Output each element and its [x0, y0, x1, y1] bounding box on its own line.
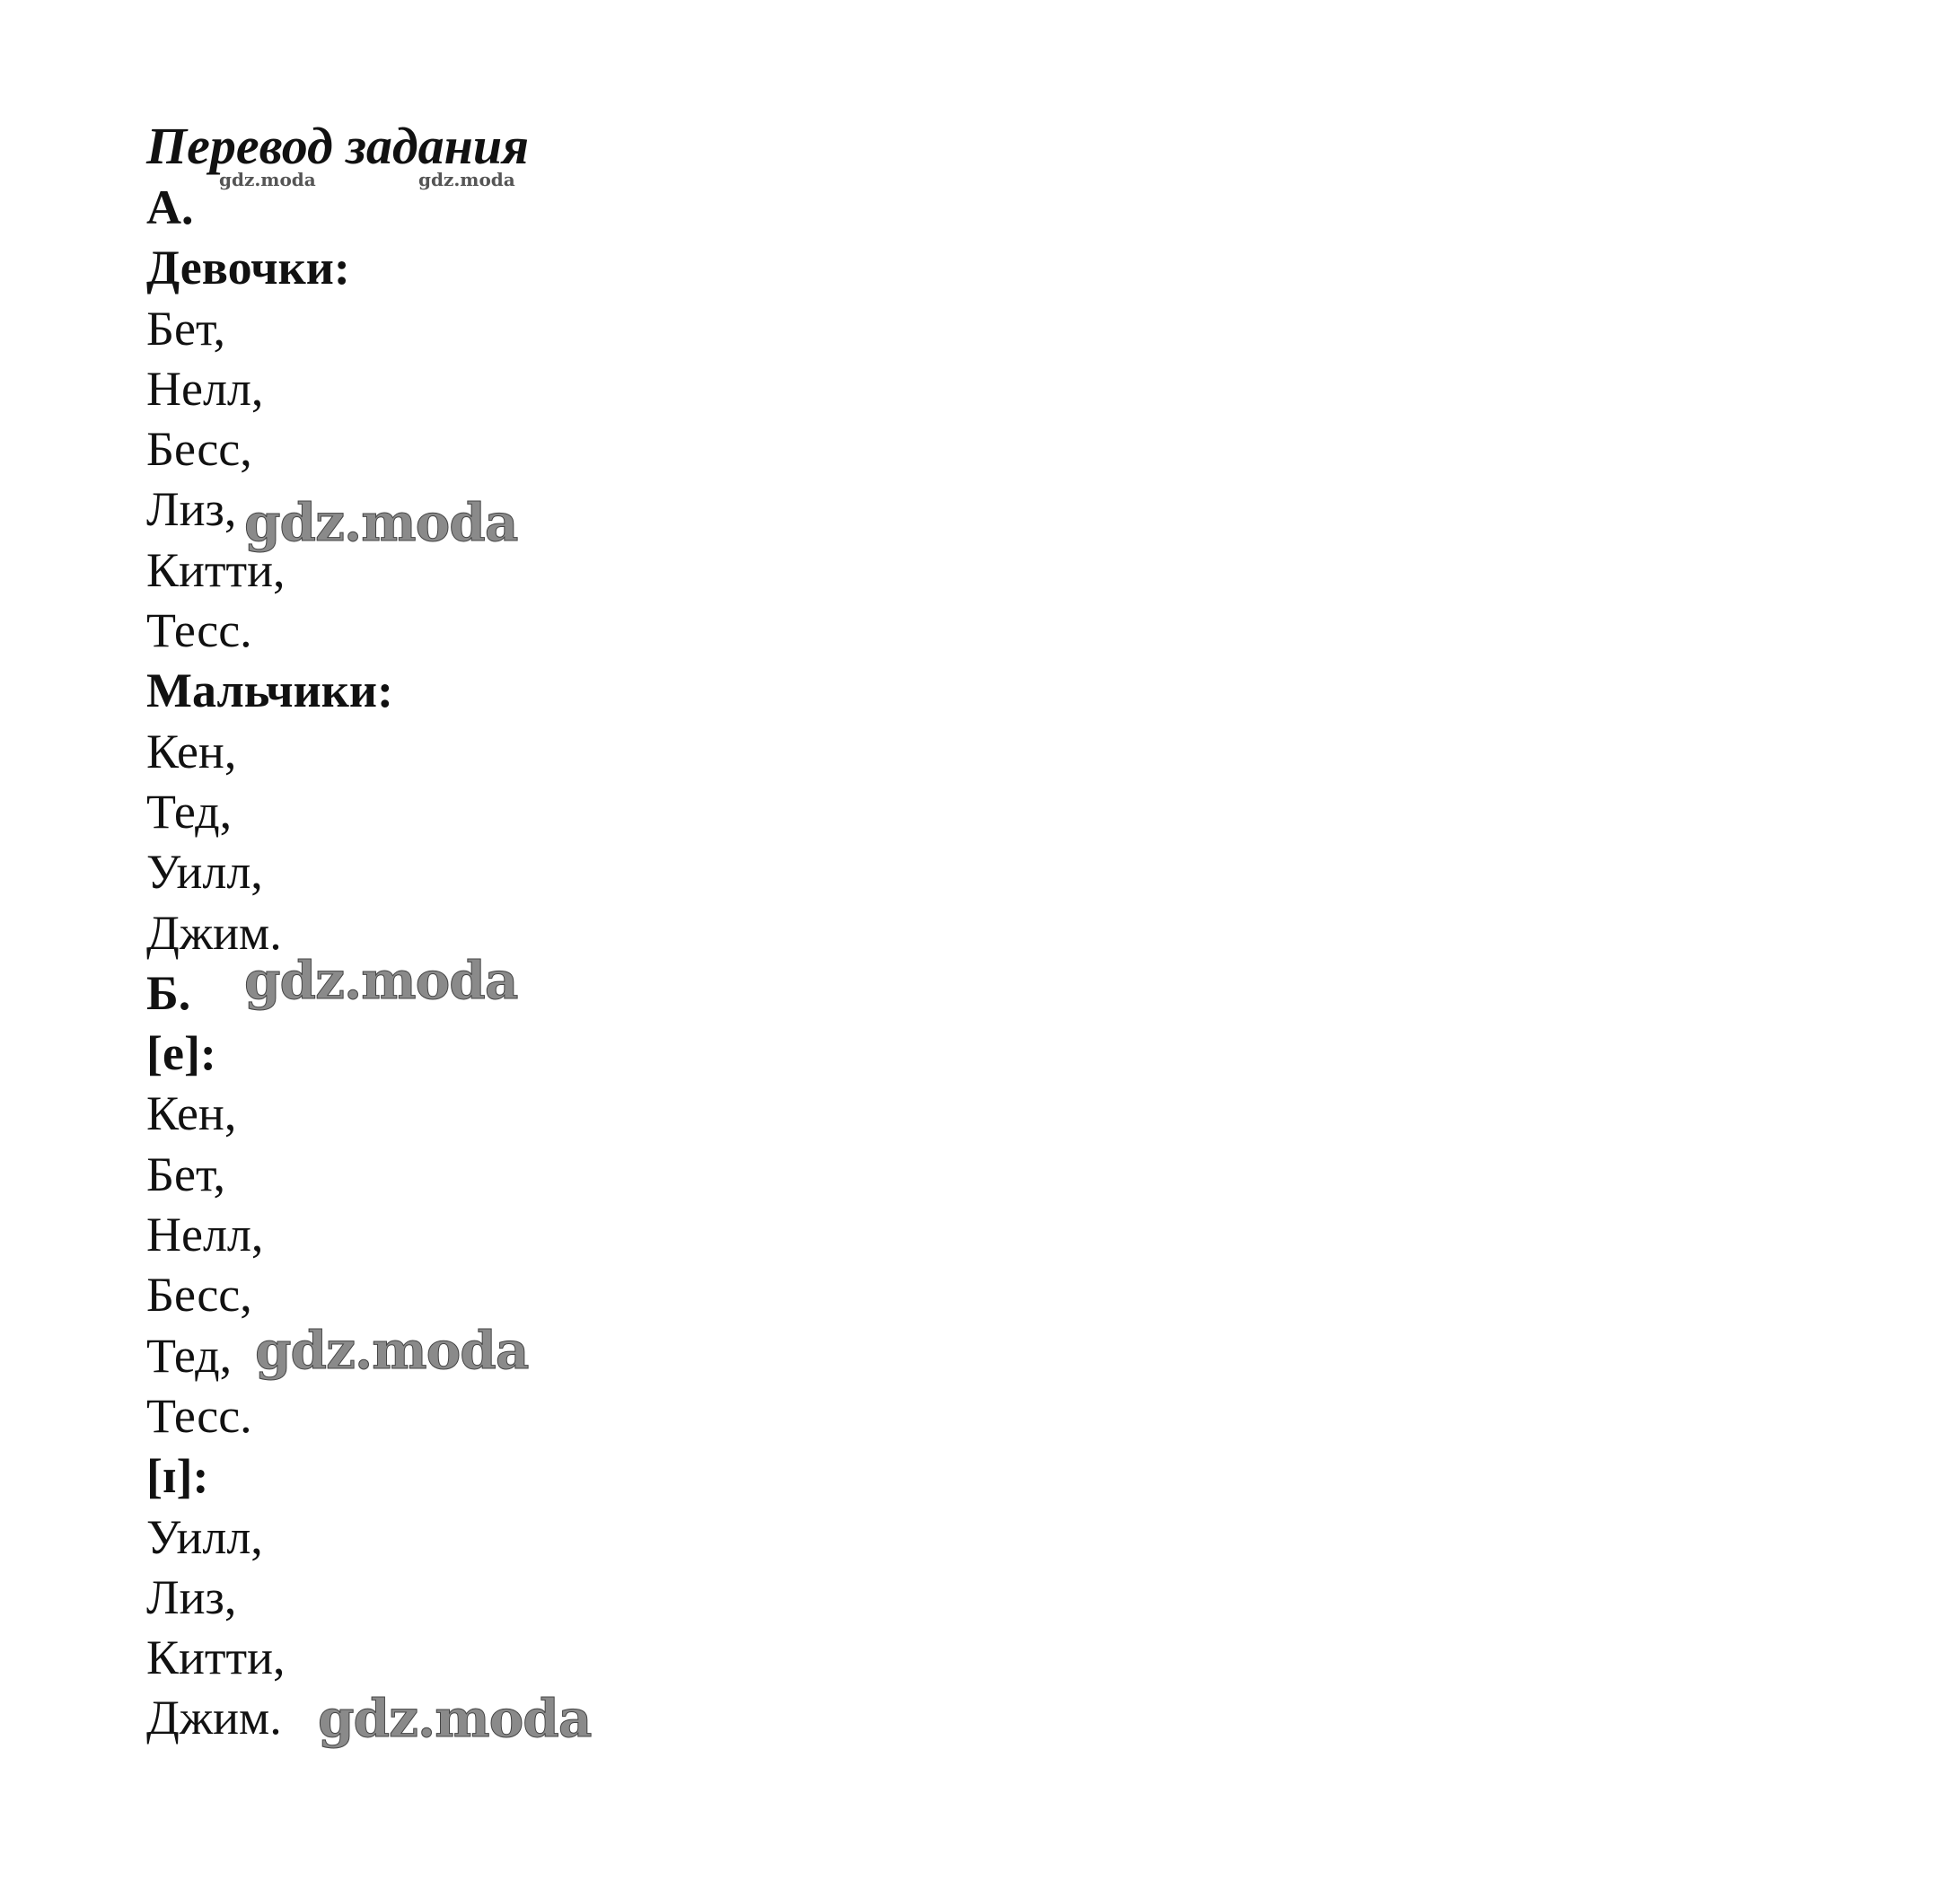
list-item: Джим.: [146, 905, 282, 960]
list-item: Тесс.: [146, 603, 252, 658]
list-item: Бет,: [146, 1147, 226, 1201]
list-item: Уилл,: [146, 1509, 263, 1564]
list-item: Уилл,: [146, 845, 263, 900]
list-item: Джим.: [146, 1691, 282, 1745]
watermark-small-2: gdz.moda: [418, 169, 515, 190]
document-title: Перевод задания: [146, 117, 529, 175]
list-item: Бесс,: [146, 422, 252, 477]
document-body: [146, 115, 529, 1749]
list-item: Лиз,: [146, 482, 237, 537]
list-item: Тед,: [146, 1328, 233, 1383]
section-heading: Б.: [146, 965, 191, 1020]
list-item: Кен,: [146, 724, 237, 778]
list-item: Нелл,: [146, 361, 264, 416]
list-item: Кен,: [146, 1086, 237, 1141]
list-item: Бет,: [146, 301, 226, 356]
list-item: Бесс,: [146, 1268, 252, 1323]
watermark-large-2: gdz.moda: [244, 950, 518, 1011]
section-heading: Девочки:: [146, 241, 350, 295]
section-heading: [e]:: [146, 1026, 216, 1081]
watermark-small-1: gdz.moda: [219, 169, 316, 190]
section-heading: [ɪ]:: [146, 1449, 209, 1504]
list-item: Нелл,: [146, 1208, 264, 1262]
list-item: Тесс.: [146, 1388, 252, 1443]
watermark-large-3: gdz.moda: [255, 1320, 529, 1381]
watermark-large-4: gdz.moda: [318, 1688, 592, 1749]
list-item: Тед,: [146, 784, 233, 839]
section-heading: А.: [146, 180, 194, 234]
list-item: Китти,: [146, 1630, 286, 1685]
list-item: Китти,: [146, 542, 286, 597]
watermark-large-1: gdz.moda: [244, 492, 518, 553]
section-heading: Мальчики:: [146, 664, 393, 718]
list-item: Лиз,: [146, 1569, 237, 1624]
